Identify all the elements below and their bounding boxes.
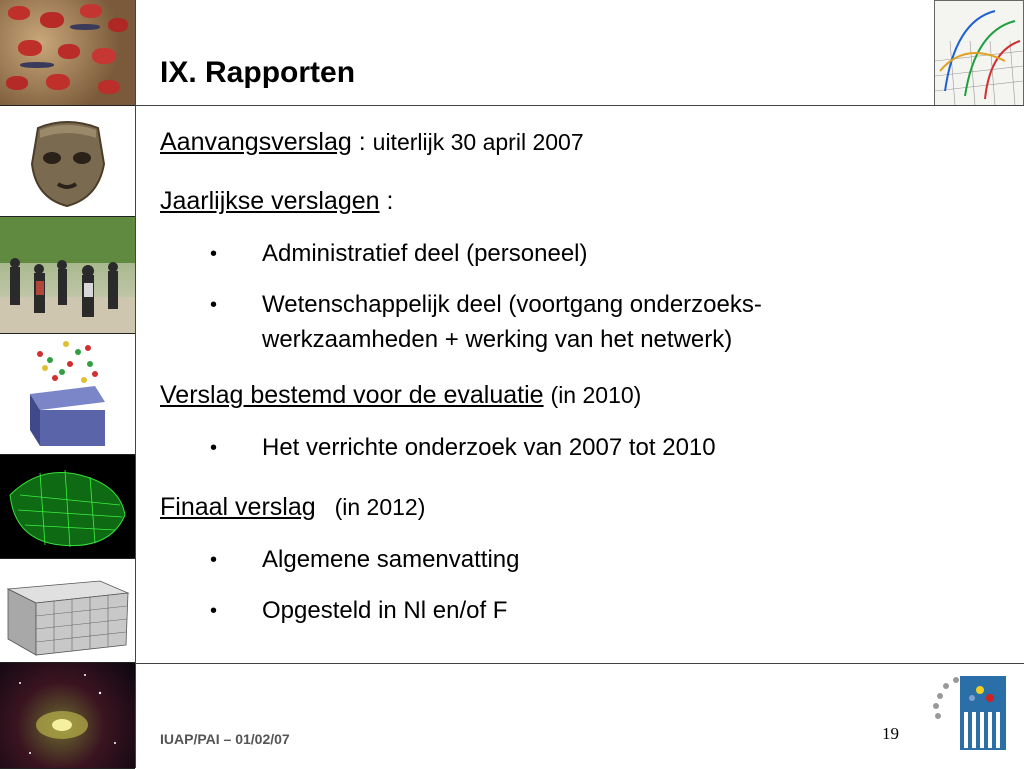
page-number: 19 (882, 724, 899, 743)
bullet-text-continuation: werkzaamheden + werking van het netwerk) (262, 326, 733, 353)
bullet-icon: • (210, 437, 218, 459)
section-separator: : (379, 187, 394, 215)
section-heading (160, 381, 641, 410)
fluid-lines-image (934, 0, 1024, 106)
mask-image (0, 106, 135, 217)
bullet-icon: • (210, 243, 218, 265)
bullet-icon: • (210, 549, 218, 571)
bullet-text: Opgesteld in Nl en/of F (262, 597, 508, 624)
green-mesh-image (0, 455, 135, 559)
section-note: uiterlijk 30 april 2007 (372, 129, 584, 155)
section-heading-link: Finaal verslag (160, 493, 316, 521)
image-sidebar (0, 0, 136, 768)
molecules-cube-image (0, 334, 135, 455)
section-heading-link: Verslag bestemd voor de evaluatie (160, 381, 544, 409)
section-note: (in 2010) (550, 382, 642, 408)
section-note: (in 2012) (334, 494, 426, 520)
grid-block-image (0, 559, 135, 663)
galaxy-image (0, 663, 135, 769)
bullet-text: Het verrichte onderzoek van 2007 tot 2010 (262, 434, 716, 461)
crowd-image (0, 217, 135, 334)
footer-divider (135, 663, 1024, 664)
footer-label: IUAP/PAI – 01/02/07 (160, 731, 290, 747)
bullet-icon: • (210, 294, 218, 316)
bullet-text: Administratief deel (personeel) (262, 240, 588, 267)
institution-logo-icon (930, 672, 1010, 752)
section-heading (160, 187, 393, 216)
header-divider (135, 105, 1024, 106)
section-heading-link: Aanvangsverslag (160, 128, 352, 156)
section-heading (160, 128, 584, 157)
section-separator: : (351, 128, 366, 156)
bullet-icon: • (210, 600, 218, 622)
bullet-text: Wetenschappelijk deel (voortgang onderzoeks- (262, 291, 762, 318)
bullet-text: Algemene samenvatting (262, 546, 520, 573)
section-heading-link: Jaarlijkse verslagen (160, 187, 380, 215)
section-heading (160, 493, 425, 522)
slide-title: IX. Rapporten (160, 56, 356, 89)
blood-cells-image (0, 0, 135, 106)
